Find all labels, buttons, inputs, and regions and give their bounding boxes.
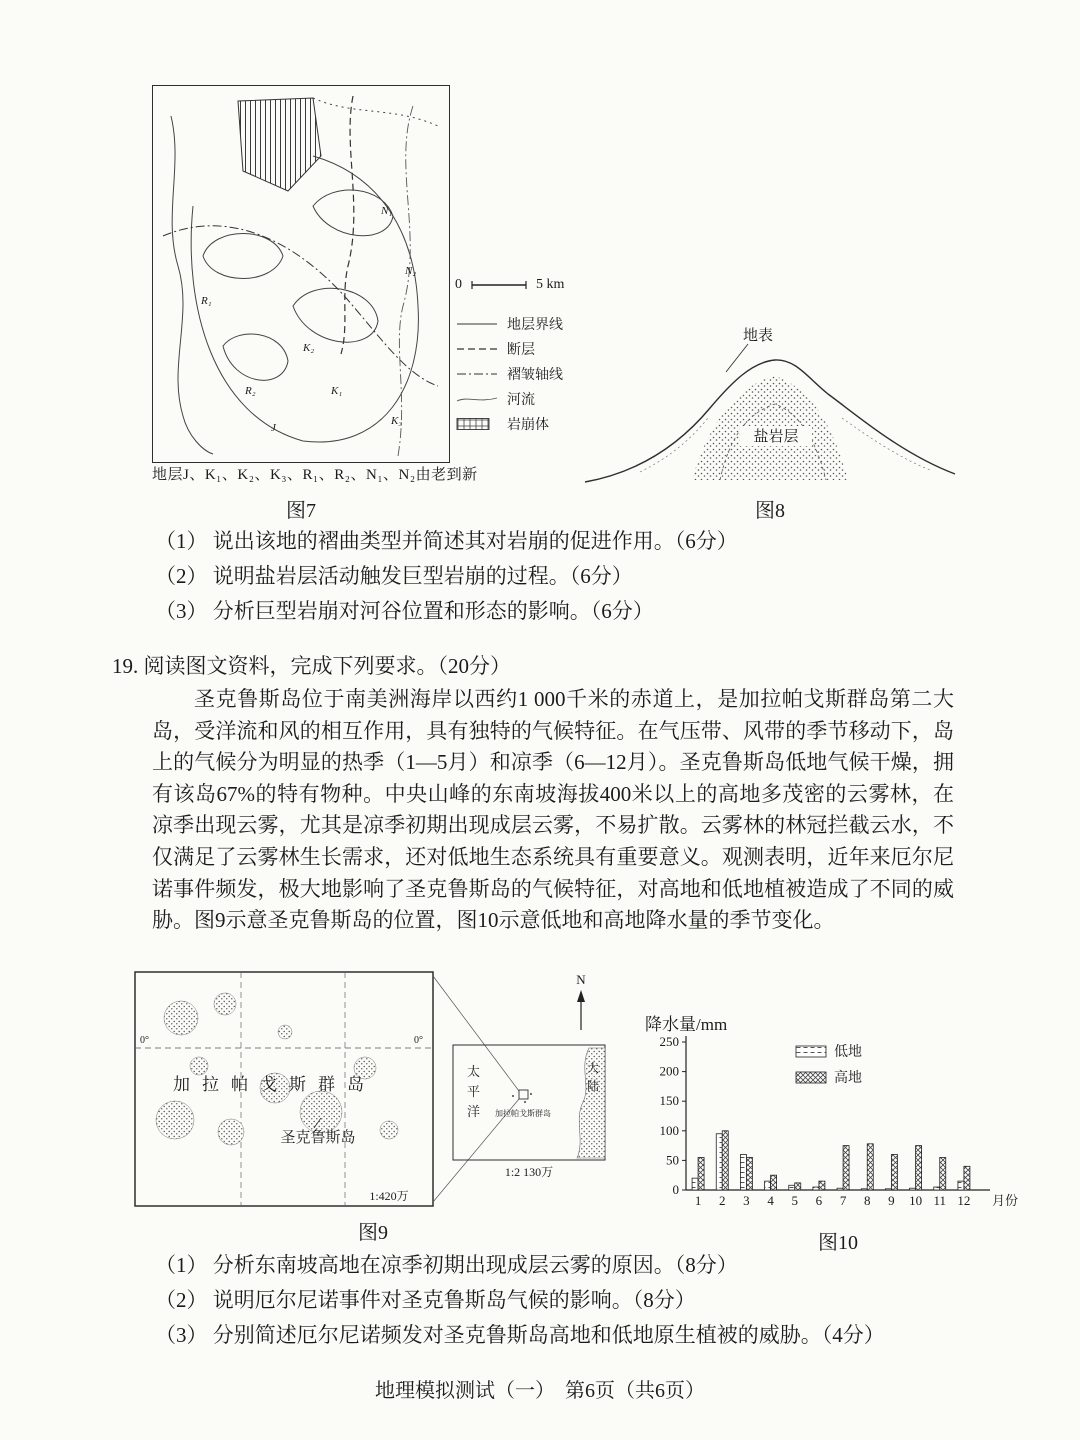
bar-highland-m5 (795, 1183, 801, 1190)
bar-lowland-m6 (813, 1187, 819, 1190)
bar-lowland-m10 (910, 1188, 916, 1190)
question-line: （1） 说出该地的褶曲类型并简述其对岩崩的促进作用。（6分） (155, 529, 738, 553)
bar-lowland-m12 (958, 1181, 964, 1190)
rock-avalanche-sample (455, 417, 499, 431)
scalebar-start: 0 (455, 276, 462, 292)
bar-highland-m3 (746, 1157, 752, 1190)
x-tick-label: 2 (719, 1193, 726, 1208)
legend-item-label: 河流 (507, 392, 535, 408)
x-tick-label: 11 (933, 1193, 947, 1208)
bar-highland-m11 (940, 1157, 946, 1190)
equator-label-right: 0° (414, 1035, 423, 1046)
question-line: （3） 分别简述厄尔尼诺频发对圣克鲁斯岛高地和低地原生植被的威胁。（4分） (155, 1323, 885, 1347)
surface-label: 地表 (742, 328, 774, 344)
stratum-label: N₁ (381, 205, 393, 217)
bar-highland-m12 (964, 1166, 970, 1190)
legend-swatch-lowland (796, 1046, 826, 1057)
stratum-label: N₂ (405, 265, 417, 277)
bar-highland-m4 (771, 1175, 777, 1190)
question18-items (155, 524, 738, 629)
ocean-label-char: 洋 (467, 1104, 481, 1119)
question-line: （2） 说明盐岩层活动触发巨型岩崩的过程。（6分） (155, 564, 633, 588)
stratum-label: R₂ (245, 385, 256, 397)
main-map-scale: 1:420万 (369, 1189, 409, 1203)
x-tick-label: 1 (694, 1193, 702, 1208)
river-sample (455, 393, 499, 405)
fold-axis-sample (455, 368, 499, 380)
fault-sample (455, 343, 499, 355)
bar-highland-m2 (722, 1131, 728, 1190)
scalebar-end: 5 km (536, 276, 565, 292)
inset-map-scale: 1:2 130万 (504, 1165, 554, 1179)
x-tick-label: 5 (791, 1193, 798, 1208)
page-footer: 地理模拟测试（一） 第6页（共6页） (375, 1380, 705, 1402)
bar-lowland-m1 (692, 1178, 698, 1190)
archipelago-label: 加拉帕戈斯群岛 (173, 1075, 376, 1094)
bar-lowland-m8 (861, 1189, 867, 1190)
x-tick-label: 12 (957, 1193, 971, 1208)
bar-lowland-m3 (740, 1154, 746, 1190)
figure7-legend (455, 272, 595, 436)
island-shapes (156, 993, 398, 1145)
figure10-ylabel: 降水量/mm (645, 1015, 728, 1034)
figure7-scalebar (455, 272, 595, 297)
legend-item-rock-avalanche (455, 411, 595, 436)
figure9-map (133, 970, 613, 1210)
scalebar-line (470, 279, 528, 291)
rock-avalanche-region (238, 98, 321, 191)
figure10-chart (628, 1030, 1048, 1220)
bar-highland-m9 (891, 1154, 897, 1190)
stratum-label: K₂ (303, 342, 315, 354)
legend-item-fault (455, 336, 595, 361)
figure7-map-drawing (153, 86, 448, 461)
x-tick-label: 8 (864, 1193, 871, 1208)
bar-lowland-m5 (789, 1185, 795, 1190)
x-tick-label: 9 (888, 1193, 895, 1208)
y-tick-label: 50 (666, 1152, 679, 1168)
ocean-label-char: 平 (467, 1084, 481, 1099)
bar-lowland-m11 (934, 1187, 940, 1190)
island-label: 圣克鲁斯岛 (280, 1130, 356, 1146)
legend-item-fold-axis (455, 361, 595, 386)
figure7-map (152, 85, 450, 463)
legend-item-label: 岩崩体 (507, 417, 549, 433)
y-tick-label: 0 (672, 1182, 679, 1197)
figure10-caption: 图10 (818, 1232, 858, 1254)
legend-item-stratum-boundary (455, 311, 595, 336)
legend-item-river (455, 386, 595, 411)
north-arrow-icon (577, 990, 585, 1002)
bar-lowland-m4 (765, 1181, 771, 1190)
y-tick-label: 250 (659, 1034, 679, 1049)
legend-item-label: 褶皱轴线 (507, 367, 563, 383)
stratum-label: K₁ (331, 385, 343, 397)
bar-lowland-m7 (837, 1188, 843, 1190)
question-line: （3） 分析巨型岩崩对河谷位置和形态的影响。（6分） (155, 599, 654, 623)
continent-label-char: 陆 (586, 1079, 600, 1093)
river-line (398, 106, 413, 456)
y-tick-label: 100 (659, 1122, 679, 1138)
question19-paragraph: 圣克鲁斯岛位于南美洲海岸以西约1 000千米的赤道上，是加拉帕戈斯群岛第二大岛，受洋流和风的相互作用，具有独特的气候特征。在气压带、风带的季节移动下，岛上的气候分为明显的热季（1—5月）和凉季（6—12月）。圣克鲁斯岛低地气候干燥，拥有该岛67%的特有物种。中央山峰的东南坡海拔400米以上的高地多茂密的云雾林，在凉季出现云雾，尤其是凉季初期出现成层云雾，不易扩散。云雾林的林冠拦截云水，不仅满足了云雾林生长需求，还对低地生态系统具有重要意义。观测表明，近年来厄尔尼诺事件频发，极大地影响了圣克鲁斯岛的气候特征，对高地和低地植被造成了不同的威胁。图9示意圣克鲁斯岛的位置，图10示意低地和高地降水量的季节变化。 (152, 687, 954, 933)
bar-lowland-m9 (885, 1189, 891, 1190)
bar-highland-m10 (916, 1146, 922, 1190)
legend-item-label: 地层界线 (507, 317, 563, 333)
y-tick-label: 200 (659, 1063, 679, 1079)
archipelago-locator-box (519, 1090, 528, 1099)
question-line: （2） 说明厄尔尼诺事件对圣克鲁斯岛气候的影响。（8分） (155, 1288, 696, 1312)
x-tick-label: 4 (767, 1193, 774, 1208)
legend-label-lowland: 低地 (834, 1045, 862, 1060)
bar-lowland-m2 (716, 1134, 722, 1190)
figure8-caption: 图8 (755, 500, 785, 522)
figure8-diagram (580, 322, 960, 492)
question19-items (155, 1248, 885, 1353)
bar-highland-m7 (843, 1146, 849, 1190)
question-line: （1） 分析东南坡高地在凉季初期出现成层云雾的原因。（8分） (155, 1253, 738, 1277)
figure7-caption: 图7 (286, 500, 316, 522)
x-tick-label: 10 (909, 1193, 923, 1208)
x-tick-label: 3 (743, 1193, 750, 1208)
fault-line (341, 96, 354, 354)
x-axis-unit: 月份 (992, 1193, 1019, 1208)
figure7-note: 地层J、K₁、K₂、K₃、R₁、R₂、N₁、N₂由老到新 (152, 467, 478, 483)
inset-island-label: 加拉帕戈斯群岛 (495, 1109, 551, 1118)
stratum-label: J (271, 422, 276, 434)
stratum-boundary-sample (455, 318, 499, 330)
continent-label-char: 大 (586, 1061, 600, 1075)
legend-item-label: 断层 (507, 342, 535, 358)
ocean-label-char: 太 (467, 1064, 481, 1079)
x-tick-label: 7 (839, 1193, 847, 1208)
question19-heading: 19. 阅读图文资料，完成下列要求。（20分） (112, 654, 511, 678)
figure9-caption: 图9 (358, 1222, 388, 1244)
legend-label-highland: 高地 (834, 1071, 862, 1086)
equator-label-left: 0° (140, 1035, 149, 1046)
legend-swatch-highland (796, 1072, 826, 1083)
stratum-label: K₃ (391, 415, 403, 427)
bar-highland-m8 (867, 1144, 873, 1190)
salt-layer-label: 盐岩层 (753, 429, 799, 445)
bar-highland-m6 (819, 1181, 825, 1190)
north-label: N (576, 972, 586, 987)
bar-highland-m1 (698, 1157, 704, 1190)
x-tick-label: 6 (815, 1193, 823, 1208)
y-tick-label: 150 (659, 1093, 679, 1109)
stratum-label: R₁ (201, 295, 212, 307)
